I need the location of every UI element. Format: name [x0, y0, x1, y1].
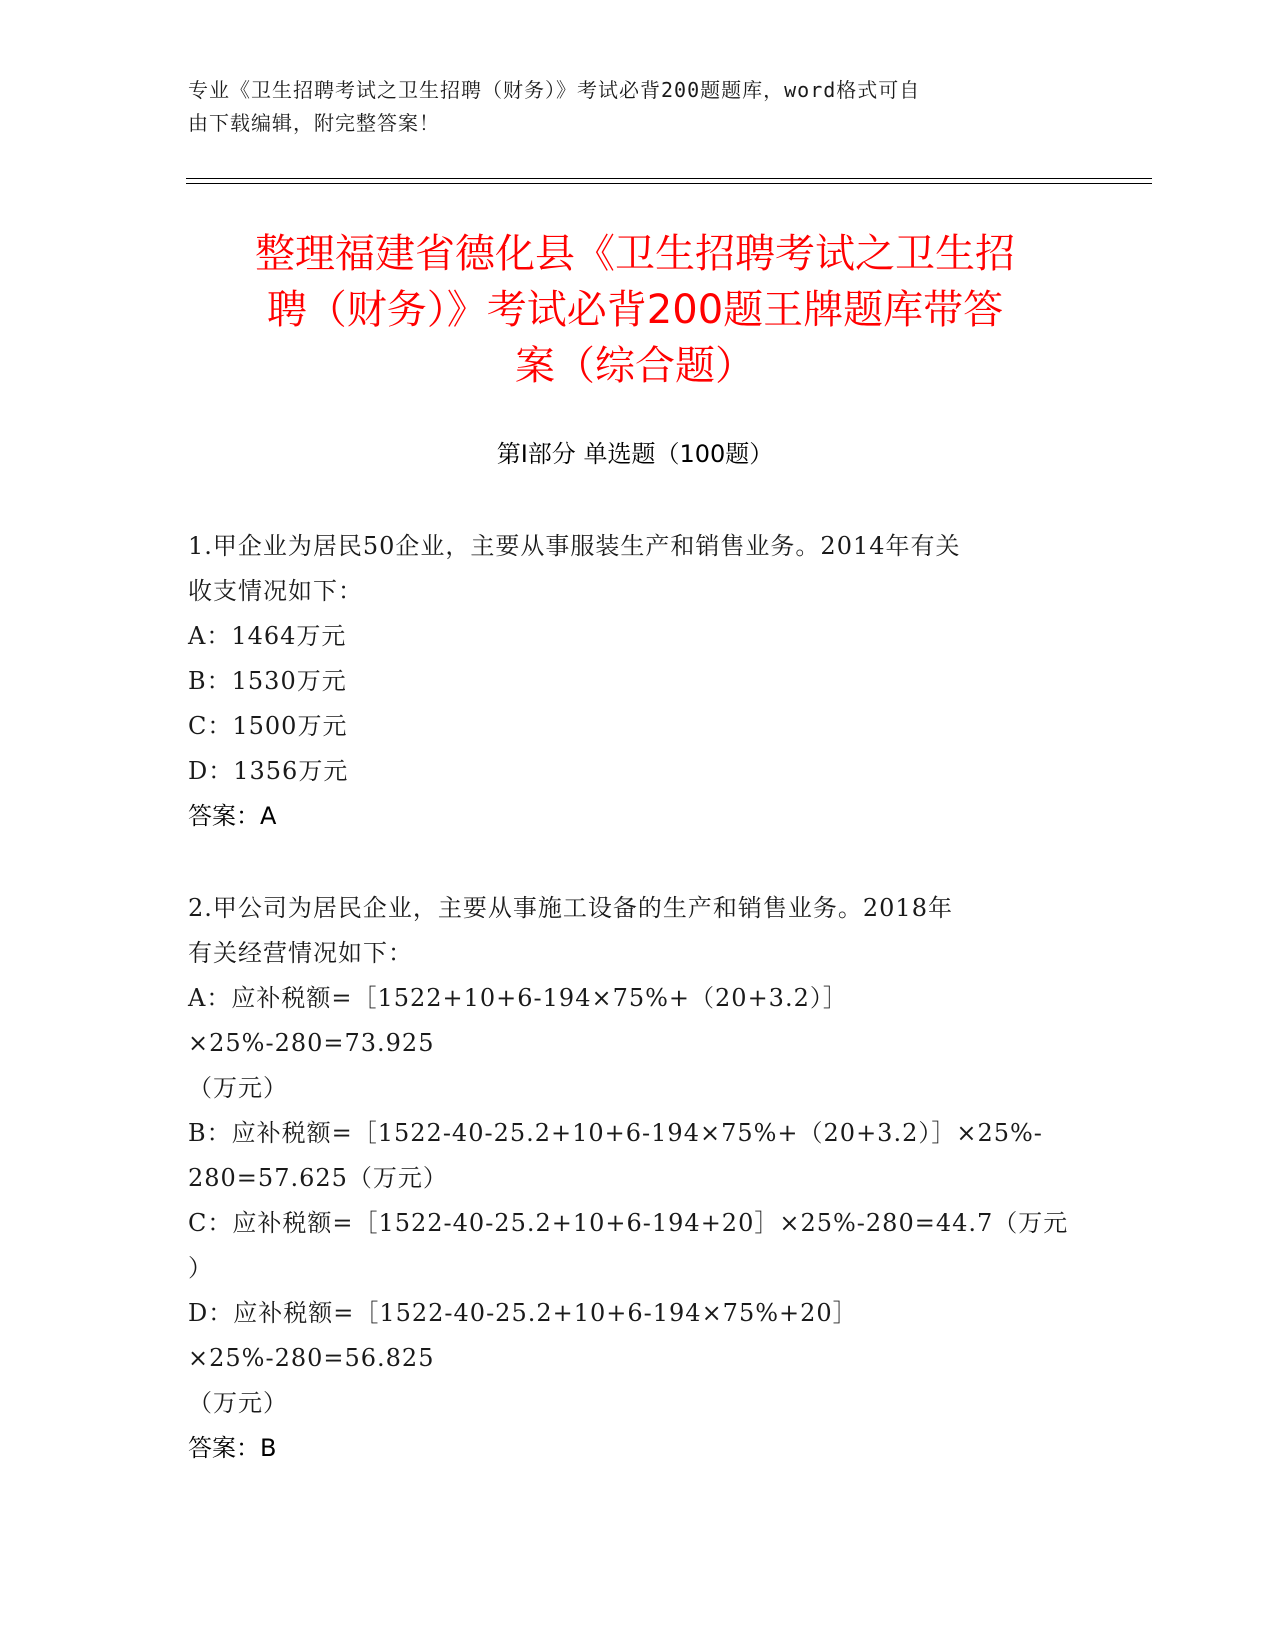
document-title	[190, 226, 1080, 394]
question-stem-line: 1.甲企业为居民50企业，主要从事服装生产和销售业务。2014年有关	[188, 532, 961, 560]
question-stem-line: 收支情况如下：	[188, 577, 363, 605]
option-a-continued: （万元）	[188, 1074, 288, 1102]
option-d: D：1356万元	[188, 757, 349, 785]
answer: 答案：A	[188, 802, 277, 830]
option-b: B：应补税额=［1522-40-25.2+10+6-194×75%+（20+3.2）］×25%-	[188, 1119, 1043, 1147]
question-stem-line: 有关经营情况如下：	[188, 939, 413, 967]
option-b-continued: 280=57.625（万元）	[188, 1164, 448, 1192]
header-divider-top	[186, 178, 1152, 179]
option-c: C：应补税额=［1522-40-25.2+10+6-194+20］×25%-280=44.7（万元	[188, 1209, 1069, 1237]
question-1	[188, 524, 1088, 839]
header-divider-bottom	[186, 183, 1152, 184]
option-d-continued: （万元）	[188, 1389, 288, 1417]
section-heading: 第Ⅰ部分 单选题（100题）	[496, 440, 774, 468]
option-d: D：应补税额=［1522-40-25.2+10+6-194×75%+20］×25%-280=56.825	[188, 1299, 858, 1372]
header-note-line: 专业《卫生招聘考试之卫生招聘（财务）》考试必背200题题库，word格式可自	[188, 78, 921, 102]
answer: 答案：B	[188, 1434, 277, 1462]
option-b: B：1530万元	[188, 667, 347, 695]
option-c: C：1500万元	[188, 712, 348, 740]
option-c-continued: ）	[188, 1254, 213, 1282]
title-line: 聘（财务）》考试必背200题王牌题库带答	[266, 287, 1004, 333]
question-2	[188, 886, 1088, 1471]
header-note-line: 由下载编辑，附完整答案！	[188, 111, 440, 135]
question-stem-line: 2.甲公司为居民企业，主要从事施工设备的生产和销售业务。2018年	[188, 894, 953, 922]
option-a: A：1464万元	[188, 622, 347, 650]
option-a: A：应补税额=［1522+10+6-194×75%+（20+3.2）］×25%-280=73.925	[188, 984, 848, 1057]
title-line: 案（综合题）	[515, 343, 755, 389]
title-line: 整理福建省德化县《卫生招聘考试之卫生招	[255, 231, 1015, 277]
header-note	[188, 74, 1068, 140]
